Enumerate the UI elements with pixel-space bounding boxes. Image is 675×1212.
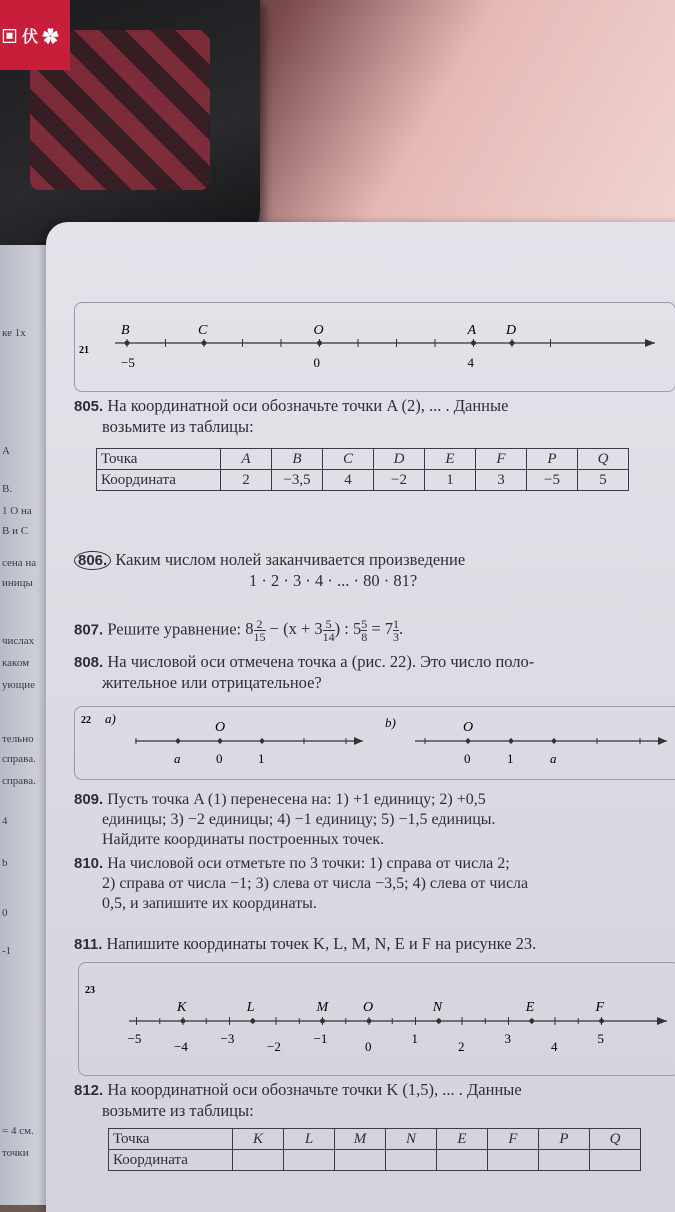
- axis-point: [317, 341, 322, 346]
- axis-arrow-icon: [645, 339, 655, 347]
- problem-number: 806.: [74, 551, 111, 570]
- problem-number: 805.: [74, 398, 104, 415]
- left-margin-fragment: 4: [2, 815, 8, 827]
- table-cell: P: [539, 1129, 590, 1150]
- left-margin-fragment: каком: [2, 657, 30, 669]
- axis-point: [471, 341, 476, 346]
- table-cell: Q: [590, 1129, 641, 1150]
- left-margin-fragment: В и С: [2, 525, 29, 537]
- table-cell: A: [221, 449, 272, 470]
- figure-label: 23: [85, 985, 95, 996]
- table-cell: L: [284, 1129, 335, 1150]
- left-page-edge: [0, 245, 52, 1205]
- axis-point: [218, 739, 222, 743]
- problem-text-line1: Каким числом нолей заканчивается произведение: [115, 550, 466, 569]
- frac-num: 5: [361, 617, 368, 631]
- pencil-case: [0, 0, 260, 250]
- problem-text-line3: Найдите координаты построенных точек.: [102, 831, 385, 848]
- eq-mid: − (x + 3: [269, 619, 323, 639]
- table-header-cell: Координата: [97, 470, 221, 491]
- subfigure-label-b: b): [385, 715, 396, 730]
- problem-811: [74, 934, 536, 955]
- left-margin-fragment: А: [2, 445, 10, 457]
- left-margin-fragment: справа.: [2, 753, 36, 765]
- eq-div: ) : 5: [334, 619, 362, 639]
- figure-21: [74, 302, 675, 392]
- axis-point: [250, 1019, 255, 1024]
- table-cell: [488, 1150, 539, 1171]
- problem-number: 807.: [74, 621, 104, 639]
- table-cell: −5: [527, 470, 578, 491]
- table-cell: −3,5: [272, 470, 323, 491]
- point-label: C: [198, 323, 208, 338]
- textbook-page: [46, 222, 675, 1212]
- left-margin-fragment: иницы: [2, 577, 33, 589]
- axis-point: [202, 341, 207, 346]
- eq-frac-a: [254, 618, 266, 643]
- tick-label: 4: [467, 355, 474, 370]
- axis-point: [529, 1019, 534, 1024]
- table-row: [109, 1129, 641, 1150]
- origin-label: O: [463, 720, 474, 735]
- table-cell: K: [233, 1129, 284, 1150]
- equation: [245, 617, 404, 644]
- problem-text-line2: жительное или отрицательное?: [102, 673, 322, 692]
- problem-810: [74, 854, 528, 914]
- axis-arrow-icon: [657, 1017, 667, 1025]
- point-label: A: [467, 323, 477, 338]
- frac-num: 1: [393, 617, 400, 631]
- left-margin-fragment: точки: [2, 1147, 29, 1159]
- eq-end: .: [399, 619, 404, 639]
- figure-22-axes: [75, 707, 675, 779]
- figure-label: 22: [81, 715, 91, 726]
- table-cell: 1: [425, 470, 476, 491]
- problem-number: 808.: [74, 654, 104, 671]
- problem-806: [74, 550, 465, 591]
- table-cell: [386, 1150, 437, 1171]
- table-cell: [539, 1150, 590, 1171]
- tick-label: 0: [464, 751, 471, 766]
- point-label: N: [432, 1000, 443, 1015]
- tick-label: 0: [365, 1039, 372, 1054]
- point-label: E: [525, 1000, 535, 1015]
- table-cell: [233, 1150, 284, 1171]
- left-margin-fragment: 0: [2, 907, 8, 919]
- table-805: [96, 448, 629, 491]
- problem-number: 809.: [74, 791, 104, 808]
- tick-label: 1: [507, 751, 514, 766]
- table-cell: 2: [221, 470, 272, 491]
- pencil-case-logo: ▣ 伏 ✿: [0, 0, 70, 70]
- point-label: M: [316, 1000, 329, 1015]
- figure-22: [74, 706, 675, 780]
- tick-label: 1: [258, 751, 265, 766]
- table-header-cell: Точка: [109, 1129, 233, 1150]
- axis-arrow-icon: [354, 737, 363, 745]
- problem-text-line1: На координатной оси обозначьте точки K (1,5), ... . Данные: [107, 1080, 522, 1099]
- table-cell: Q: [578, 449, 629, 470]
- table-cell: [590, 1150, 641, 1171]
- problem-text-line1: Пусть точка A (1) перенесена на: 1) +1 единицу; 2) +0,5: [107, 791, 486, 808]
- problem-text: Напишите координаты точек K, L, M, N, E и F на рисунке 23.: [106, 934, 537, 953]
- problem-number: 811.: [74, 936, 103, 953]
- problem-805: [74, 396, 508, 437]
- tick-label: 1: [411, 1031, 418, 1046]
- problem-812: [74, 1080, 522, 1121]
- left-margin-fragment: b: [2, 857, 8, 869]
- left-margin-fragment: ке 1х: [2, 327, 26, 339]
- point-label: a: [550, 751, 557, 766]
- table-cell: [437, 1150, 488, 1171]
- table-header-cell: Координата: [109, 1150, 233, 1171]
- table-row: [97, 470, 629, 491]
- table-cell: 4: [323, 470, 374, 491]
- table-cell: F: [476, 449, 527, 470]
- tick-label: −2: [267, 1039, 281, 1054]
- axis-point: [320, 1019, 325, 1024]
- table-cell: 3: [476, 470, 527, 491]
- table-cell: C: [323, 449, 374, 470]
- point-label: D: [506, 323, 517, 338]
- eq-equals: = 7: [371, 619, 394, 639]
- axis-point: [466, 739, 470, 743]
- tick-label: 3: [504, 1031, 511, 1046]
- left-margin-fragment: = 4 см.: [2, 1125, 34, 1137]
- axis-point: [181, 1019, 186, 1024]
- table-cell: [335, 1150, 386, 1171]
- frac-num: 2: [254, 618, 266, 631]
- tick-label: −3: [220, 1031, 235, 1046]
- problem-807: [74, 618, 403, 643]
- table-cell: E: [437, 1129, 488, 1150]
- axis-point: [436, 1019, 441, 1024]
- problem-number: 812.: [74, 1082, 104, 1099]
- problem-text-line2: единицы; 3) −2 единицы; 4) −1 единицу; 5) −1,5 единицы.: [102, 811, 496, 828]
- tick-label: −5: [121, 355, 135, 370]
- tick-label: −1: [313, 1031, 328, 1046]
- frac-den: 15: [253, 630, 266, 644]
- figure-label: 21: [79, 345, 89, 356]
- axis-point: [125, 341, 130, 346]
- table-row: [109, 1150, 641, 1171]
- table-cell: N: [386, 1129, 437, 1150]
- table-cell: [284, 1150, 335, 1171]
- table-cell: D: [374, 449, 425, 470]
- table-cell: E: [425, 449, 476, 470]
- table-cell: B: [272, 449, 323, 470]
- figure-21-axis: [75, 303, 675, 391]
- table-cell: −2: [374, 470, 425, 491]
- axis-point: [367, 1019, 372, 1024]
- point-label: O: [363, 1000, 374, 1015]
- point-label: B: [121, 323, 130, 338]
- point-label: K: [177, 1000, 187, 1015]
- problem-text-line1: На координатной оси обозначьте точки A (2), ... . Данные: [107, 396, 509, 415]
- point-label: a: [174, 751, 181, 766]
- left-margin-fragment: справа.: [2, 775, 36, 787]
- problem-text-line2: 2) справа от числа −1; 3) слева от числа −3,5; 4) слева от числа: [102, 875, 529, 892]
- problem-text-line1: На числовой оси отмечена точка a (рис. 22). Это число поло-: [107, 652, 535, 671]
- tick-label: 0: [313, 355, 320, 370]
- subfigure-label-a: a): [105, 711, 116, 726]
- axis-point: [509, 739, 513, 743]
- axis-point: [510, 341, 515, 346]
- table-cell: M: [335, 1129, 386, 1150]
- problem-808: [74, 652, 534, 693]
- table-cell: P: [527, 449, 578, 470]
- tick-label: 4: [551, 1039, 558, 1054]
- table-row: [97, 449, 629, 470]
- left-margin-fragment: -1: [2, 945, 12, 957]
- table-cell: F: [488, 1129, 539, 1150]
- axis-point: [599, 1019, 604, 1024]
- axis-point: [260, 739, 264, 743]
- problem-text-line3: 0,5, и запишите их координаты.: [102, 895, 317, 912]
- problem-text-line2: возьмите из таблицы:: [102, 417, 254, 436]
- point-label: F: [595, 1000, 605, 1015]
- table-cell: 5: [578, 470, 629, 491]
- axis-point: [552, 739, 556, 743]
- figure-23-axis: [79, 963, 675, 1075]
- problem-text-line2: возьмите из таблицы:: [102, 1101, 254, 1120]
- tick-label: 2: [458, 1039, 465, 1054]
- eq-frac-b: [323, 618, 335, 643]
- frac-den: 3: [393, 630, 400, 644]
- frac-den: 14: [322, 630, 335, 644]
- left-margin-fragment: 1 О на: [2, 505, 32, 517]
- problem-text-line1: На числовой оси отметьте по 3 точки: 1) справа от числа 2;: [107, 855, 510, 872]
- left-margin-fragment: числах: [2, 635, 35, 647]
- problem-text-line2: 1 · 2 · 3 · 4 · ... · 80 · 81?: [249, 571, 418, 590]
- tick-label: −4: [174, 1039, 188, 1054]
- eq-whole-a: 8: [245, 619, 254, 639]
- tick-label: −5: [127, 1031, 142, 1046]
- problem-text: Решите уравнение:: [107, 619, 242, 639]
- frac-den: 8: [361, 630, 368, 644]
- problem-number: 810.: [74, 855, 104, 872]
- problem-809: [74, 790, 496, 850]
- left-margin-fragment: тельно: [2, 733, 34, 745]
- point-label: O: [313, 323, 324, 338]
- axis-arrow-icon: [658, 737, 667, 745]
- left-margin-fragment: ующие: [2, 679, 35, 691]
- left-margin-fragment: В.: [2, 483, 13, 495]
- table-812: [108, 1128, 641, 1171]
- origin-label: O: [215, 720, 226, 735]
- point-label: L: [246, 1000, 255, 1015]
- table-header-cell: Точка: [97, 449, 221, 470]
- left-margin-fragment: сена на: [2, 557, 37, 569]
- tick-label: 0: [216, 751, 223, 766]
- figure-23: [78, 962, 675, 1076]
- tick-label: 5: [597, 1031, 604, 1046]
- frac-num: 5: [323, 618, 335, 631]
- axis-point: [176, 739, 180, 743]
- eq-frac-c: [361, 618, 367, 643]
